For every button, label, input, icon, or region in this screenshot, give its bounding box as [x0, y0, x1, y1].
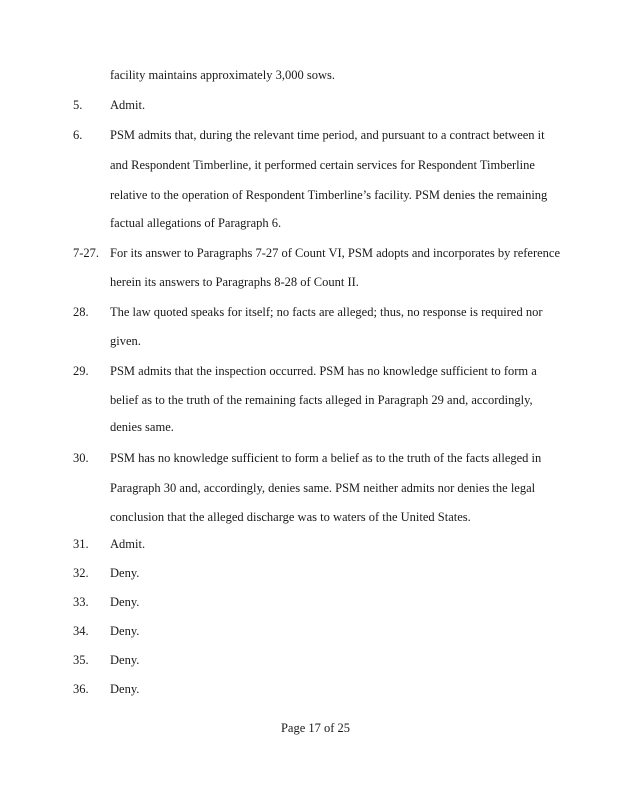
- paragraph-line: Deny.: [110, 566, 140, 580]
- paragraph-line: belief as to the truth of the remaining facts alleged in Paragraph 29 and, accordingly,: [110, 393, 533, 407]
- paragraph-line: PSM admits that, during the relevant time period, and pursuant to a contract between it: [110, 128, 545, 142]
- paragraph-number: 5.: [73, 98, 83, 112]
- paragraph-number: 32.: [73, 566, 89, 580]
- continuation-line: facility maintains approximately 3,000 sows.: [110, 68, 335, 82]
- paragraph-line: conclusion that the alleged discharge was to waters of the United States.: [110, 510, 471, 524]
- paragraph-line: and Respondent Timberline, it performed certain services for Respondent Timberline: [110, 158, 535, 172]
- paragraph-number: 35.: [73, 653, 89, 667]
- paragraph-line: PSM admits that the inspection occurred. PSM has no knowledge sufficient to form a: [110, 364, 537, 378]
- paragraph-number: 28.: [73, 305, 89, 319]
- paragraph-number: 33.: [73, 595, 89, 609]
- paragraph-line: Deny.: [110, 653, 140, 667]
- paragraph-number: 36.: [73, 682, 89, 696]
- paragraph-line: Admit.: [110, 98, 146, 112]
- paragraph-line: Admit.: [110, 537, 146, 551]
- paragraph-line: denies same.: [110, 420, 174, 434]
- paragraph-number: 6.: [73, 128, 83, 142]
- paragraph-number: 29.: [73, 364, 89, 378]
- page-footer: Page 17 of 25: [280, 721, 351, 735]
- paragraph-number: 30.: [73, 451, 89, 465]
- paragraph-line: Paragraph 30 and, accordingly, denies same. PSM neither admits nor denies the legal: [110, 481, 536, 495]
- paragraph-line: Deny.: [110, 682, 140, 696]
- paragraph-line: For its answer to Paragraphs 7-27 of Count VI, PSM adopts and incorporates by reference: [110, 246, 561, 260]
- paragraph-line: Deny.: [110, 595, 140, 609]
- paragraph-number: 34.: [73, 624, 89, 638]
- paragraph-line: The law quoted speaks for itself; no facts are alleged; thus, no response is required nor: [110, 305, 543, 319]
- paragraph-line: herein its answers to Paragraphs 8-28 of Count II.: [110, 275, 359, 289]
- paragraph-number: 7-27.: [73, 246, 100, 260]
- paragraph-line: relative to the operation of Respondent Timberline’s facility. PSM denies the remaining: [110, 188, 548, 202]
- paragraph-number: 31.: [73, 537, 89, 551]
- paragraph-line: PSM has no knowledge sufficient to form a belief as to the truth of the facts alleged in: [110, 451, 542, 465]
- paragraph-line: factual allegations of Paragraph 6.: [110, 216, 282, 230]
- paragraph-line: Deny.: [110, 624, 140, 638]
- paragraph-line: given.: [110, 334, 141, 348]
